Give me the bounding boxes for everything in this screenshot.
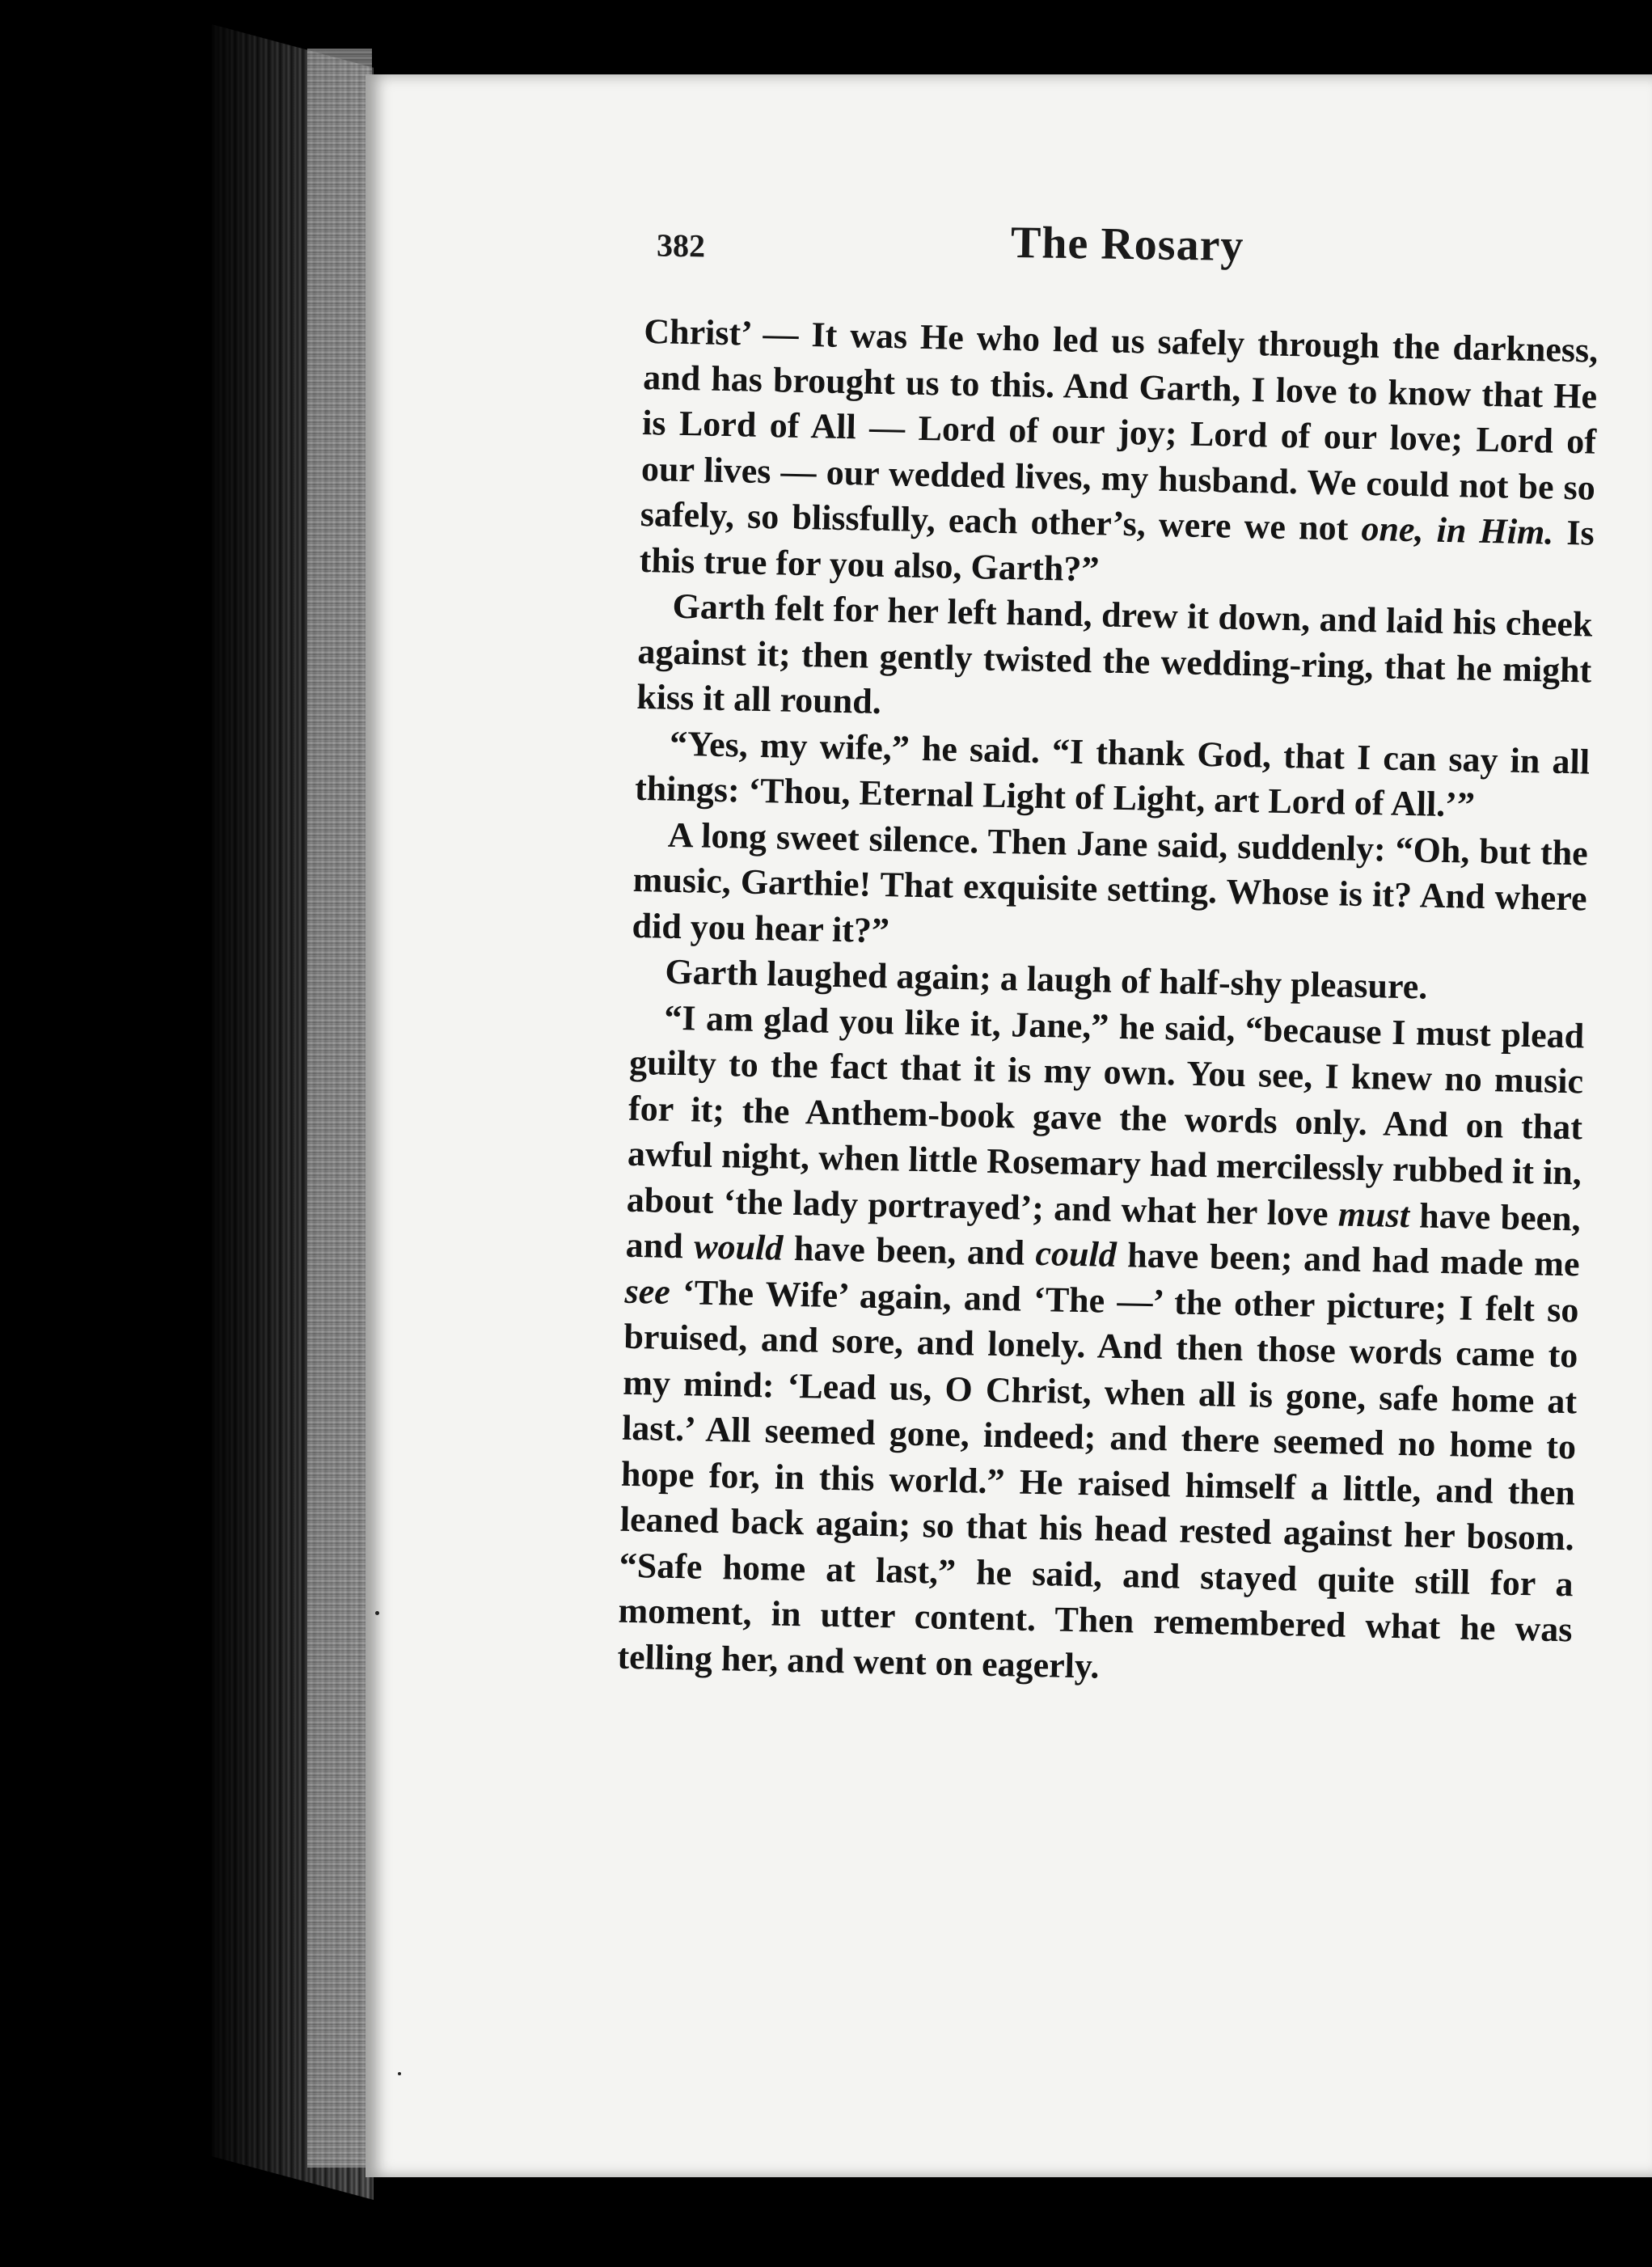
italic-text: must [1337, 1193, 1410, 1235]
text-run: “I am glad you like it, Jane,” he said, “because I must plead guilty to the fact that it is my own. You see, I knew no music for it; the Anthem-book gave the words only. And on that awful night, when little Rosemary had mercilessly rubbed it in, about ‘the lady portrayed’; and what her love [626, 997, 1585, 1233]
text-run: Christ’ — It was He who led us safely through the darkness, and has brought us to this. And Garth, I love to know that He is Lord of All — Lord of our joy; Lord of our love; Lord of our lives — our wedded lives, my husband. We could not be so safely, so blissfully, each other’s, were we not [640, 311, 1599, 548]
text-run: Garth felt for her left hand, drew it down, and laid his cheek against it; then gently twisted the wedding-ring, that he might kiss it all round. [636, 586, 1593, 721]
paragraph [636, 583, 1593, 739]
paragraph [639, 309, 1599, 603]
paragraph [617, 994, 1585, 1698]
ink-speck [375, 1611, 379, 1615]
text-run: have been, and [625, 1195, 1582, 1267]
body-text [617, 309, 1599, 1698]
text-run: A long sweet silence. Then Jane said, suddenly: “Oh, but the music, Garthie! That exquisite setting. Whose is it? And where did you hear it?” [632, 814, 1589, 950]
text-run: “Yes, my wife,” he said. “I thank God, that I can say in all things: ‘Thou, Eternal Light of Light, art Lord of All.’” [634, 723, 1591, 825]
running-head: The Rosary [1010, 217, 1244, 272]
text-run: Garth laughed again; a laugh of half-shy pleasure. [665, 951, 1428, 1007]
italic-text: could [1035, 1233, 1118, 1275]
ink-speck [398, 2072, 401, 2075]
italic-text: would [693, 1226, 784, 1268]
text-run: have been, and [782, 1228, 1037, 1273]
text-run: have been; and had made me [1116, 1234, 1581, 1284]
page-number: 382 [657, 226, 705, 264]
paragraph [632, 811, 1588, 967]
text-run: ‘The Wife’ again, and ‘The —’ the other picture; I felt so bruised, and sore, and lonely. And then those words came to my mind: ‘Lead us, O Christ, when all is gone, safe home at last.’ All seemed gone, indeed; and there seemed no home to hope for, in this world.” He raised himself a little, and then leaned back again; so that his head rested against her bosom. “Safe home at last,” he said, and stayed quite still for a moment, in utter content. Then remembered what he was telling her, and went on eagerly. [617, 1271, 1579, 1686]
italic-text: see [624, 1271, 671, 1312]
page-header [657, 218, 1611, 283]
italic-text: one, in Him. [1361, 508, 1554, 552]
text-run: Is this true for you also, Garth?” [639, 512, 1595, 589]
page-sheet [365, 74, 1652, 2177]
page-edge-texture [307, 49, 372, 2168]
